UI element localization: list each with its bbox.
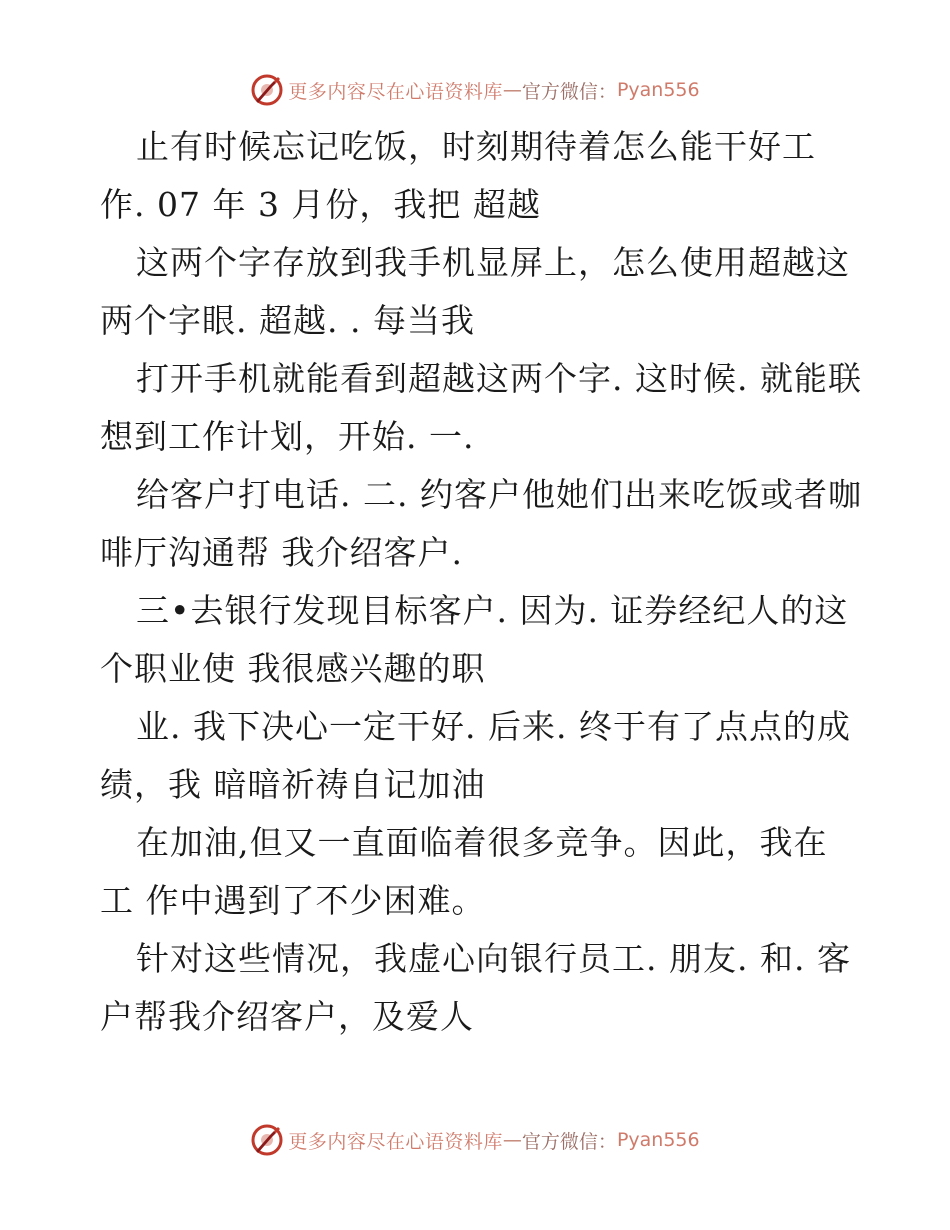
footer-watermark xyxy=(0,1120,950,1160)
paragraph-line: 止有时候忘记吃饭，时刻期待着怎么能干好工 xyxy=(136,127,816,166)
watermark-separator: — xyxy=(502,1129,522,1151)
paragraph xyxy=(100,814,860,930)
paragraph xyxy=(100,698,860,814)
paragraph xyxy=(100,582,860,698)
watermark-id: Pyan556 xyxy=(616,79,700,101)
watermark-brand: 更多内容尽在心语资料库 xyxy=(288,1130,503,1153)
paragraph-line: 给客户打电话. 二. 约客户他她们出来吃饭或者咖 xyxy=(136,475,862,514)
brand-logo-icon xyxy=(250,73,284,107)
brand-logo-icon xyxy=(250,1123,284,1157)
document-body xyxy=(100,118,860,1046)
header-watermark xyxy=(0,70,950,110)
paragraph-line: 这两个字存放到我手机显屏上，怎么使用超越这 xyxy=(136,243,850,282)
paragraph-line: 在加油,但又一直面临着很多竞争。因此，我在 xyxy=(136,823,828,862)
paragraph xyxy=(100,930,860,1046)
paragraph-line: 业. 我下决心一定干好. 后来. 终于有了点点的成 xyxy=(136,707,851,746)
watermark-brand: 更多内容尽在心语资料库 xyxy=(288,80,503,103)
paragraph-line: 啡厅沟通帮 我介绍客户. xyxy=(100,533,463,572)
paragraph-line: 户帮我介绍客户，及爱人 xyxy=(100,997,474,1036)
paragraph-line: 作. 07 年 3 月份，我把 超越 xyxy=(100,185,541,224)
paragraph xyxy=(100,350,860,466)
paragraph-line: 三•去银行发现目标客户. 因为. 证券经纪人的这 xyxy=(136,591,849,630)
watermark-label: 官方微信： xyxy=(521,1130,617,1153)
paragraph xyxy=(100,234,860,350)
watermark-id: Pyan556 xyxy=(616,1129,700,1151)
paragraph-line: 想到工作计划，开始. 一. xyxy=(100,417,475,456)
watermark-label: 官方微信： xyxy=(521,80,617,103)
paragraph-line: 个职业使 我很感兴趣的职 xyxy=(100,649,486,688)
paragraph xyxy=(100,466,860,582)
paragraph-line: 针对这些情况，我虚心向银行员工. 朋友. 和. 客 xyxy=(136,939,851,978)
paragraph-line: 打开手机就能看到超越这两个字. 这时候. 就能联 xyxy=(136,359,862,398)
paragraph xyxy=(100,118,860,234)
paragraph-line: 工 作中遇到了不少困难。 xyxy=(100,881,486,920)
paragraph-line: 绩，我 暗暗祈祷自记加油 xyxy=(100,765,486,804)
watermark-separator: — xyxy=(502,79,522,101)
paragraph-line: 两个字眼. 超越. . 每当我 xyxy=(100,301,475,340)
